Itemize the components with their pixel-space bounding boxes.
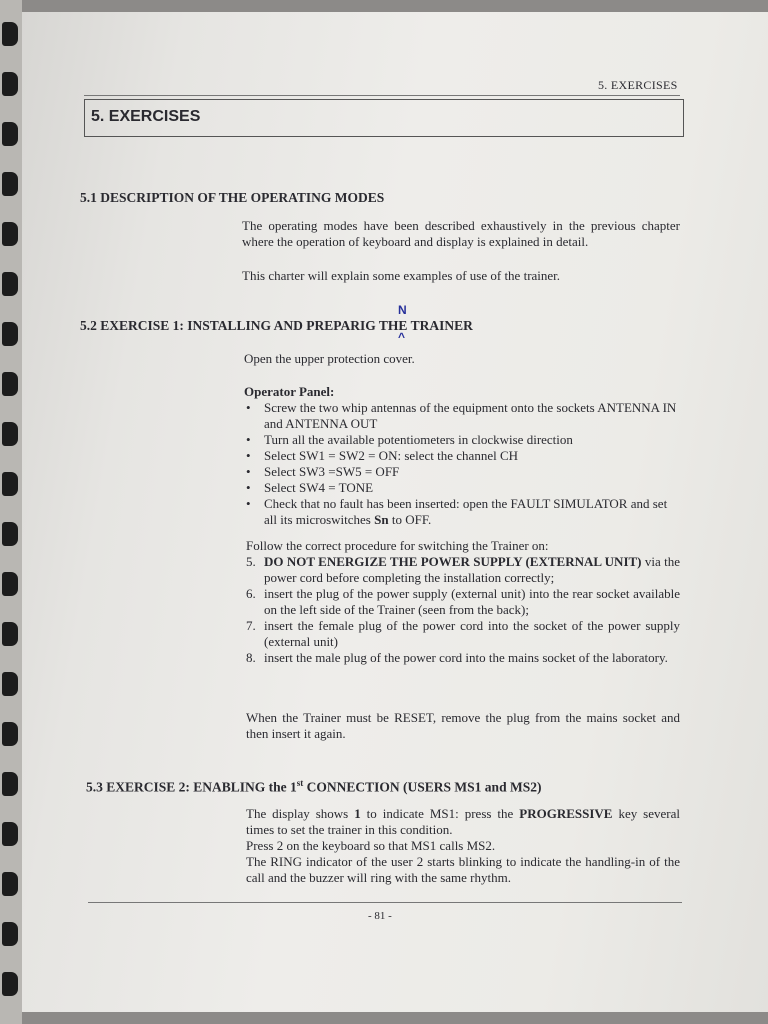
binding-ring xyxy=(2,322,18,346)
binding-ring xyxy=(2,922,18,946)
section-5-3-paragraph-2: Press 2 on the keyboard so that MS1 calls MS2. xyxy=(246,838,496,853)
running-header: 5. EXERCISES xyxy=(598,78,678,92)
list-item: • Select SW3 =SW5 = OFF xyxy=(246,464,400,479)
binding-ring xyxy=(2,122,18,146)
operator-panel-title: Operator Panel: xyxy=(244,384,335,399)
binding-ring xyxy=(2,972,18,996)
handwritten-correction-n: N xyxy=(398,303,407,317)
header-rule xyxy=(84,95,680,96)
list-item: 8. insert the male plug of the power cord into the mains socket of the laboratory. xyxy=(246,650,668,665)
binding-ring xyxy=(2,422,18,446)
list-item: • Select SW1 = SW2 = ON: select the channel CH xyxy=(246,448,519,463)
binding-ring xyxy=(2,172,18,196)
section-5-2-heading: 5.2 EXERCISE 1: INSTALLING AND PREPARIG THE TRAINER xyxy=(80,318,473,333)
list-item: 5. DO NOT ENERGIZE THE POWER SUPPLY (EXTERNAL UNIT) via the power cord before completing the installation correctly; xyxy=(246,554,681,585)
reset-note: When the Trainer must be RESET, remove the plug from the mains socket and then insert it again. xyxy=(246,710,680,741)
chapter-title-box xyxy=(84,99,684,137)
binding-ring xyxy=(2,22,18,46)
binding-ring xyxy=(2,822,18,846)
chapter-title: 5. EXERCISES xyxy=(91,108,201,125)
page-number: - 81 - xyxy=(368,910,392,922)
section-5-3-paragraph-1: The display shows 1 to indicate MS1: press the PROGRESSIVE key several times to set the trainer in this condition. xyxy=(246,806,680,837)
binding-ring xyxy=(2,222,18,246)
binding-ring xyxy=(2,272,18,296)
binding-ring xyxy=(2,872,18,896)
section-5-1-heading: 5.1 DESCRIPTION OF THE OPERATING MODES xyxy=(80,190,385,205)
binding-ring xyxy=(2,472,18,496)
binding-ring xyxy=(2,72,18,96)
binding-ring xyxy=(2,672,18,696)
document-page xyxy=(22,12,768,1012)
binding-ring xyxy=(2,622,18,646)
procedure-intro: Follow the correct procedure for switching the Trainer on: xyxy=(246,538,549,553)
open-cover-instruction: Open the upper protection cover. xyxy=(244,351,415,366)
footer-rule xyxy=(88,902,682,903)
section-5-1-paragraph: The operating modes have been described exhaustively in the previous chapter where the operation of keyboard and display is explained in detail. xyxy=(242,218,680,249)
binding-ring xyxy=(2,372,18,396)
section-5-3-heading: 5.3 EXERCISE 2: ENABLING the 1st CONNECTION (USERS MS1 and MS2) xyxy=(86,778,542,795)
list-item: 6. insert the plug of the power supply (external unit) into the rear socket available on the left side of the Trainer (seen from the back); xyxy=(246,586,680,617)
binding-ring xyxy=(2,522,18,546)
operator-panel-list xyxy=(244,400,680,528)
list-item: • Check that no fault has been inserted: open the FAULT SIMULATOR and set all its microswitches Sn to OFF. xyxy=(246,496,668,527)
list-item: • Select SW4 = TONE xyxy=(246,480,374,495)
handwritten-caret: ^ xyxy=(398,330,406,344)
binding-ring xyxy=(2,572,18,596)
section-5-1-paragraph-2: This charter will explain some examples of use of the trainer. xyxy=(242,268,561,283)
section-5-3-paragraph-3: The RING indicator of the user 2 starts blinking to indicate the handling-in of the call and the buzzer will ring with the same rhythm. xyxy=(246,854,680,885)
list-item: • Screw the two whip antennas of the equipment onto the sockets ANTENNA IN and ANTENNA OUT xyxy=(246,400,677,431)
list-item: 7. insert the female plug of the power cord into the socket of the power supply (external unit) xyxy=(246,618,680,649)
spiral-binding xyxy=(0,0,22,1024)
binding-ring xyxy=(2,722,18,746)
list-item: • Turn all the available potentiometers in clockwise direction xyxy=(246,432,573,447)
switch-on-procedure-list xyxy=(246,554,680,666)
binding-ring xyxy=(2,772,18,796)
